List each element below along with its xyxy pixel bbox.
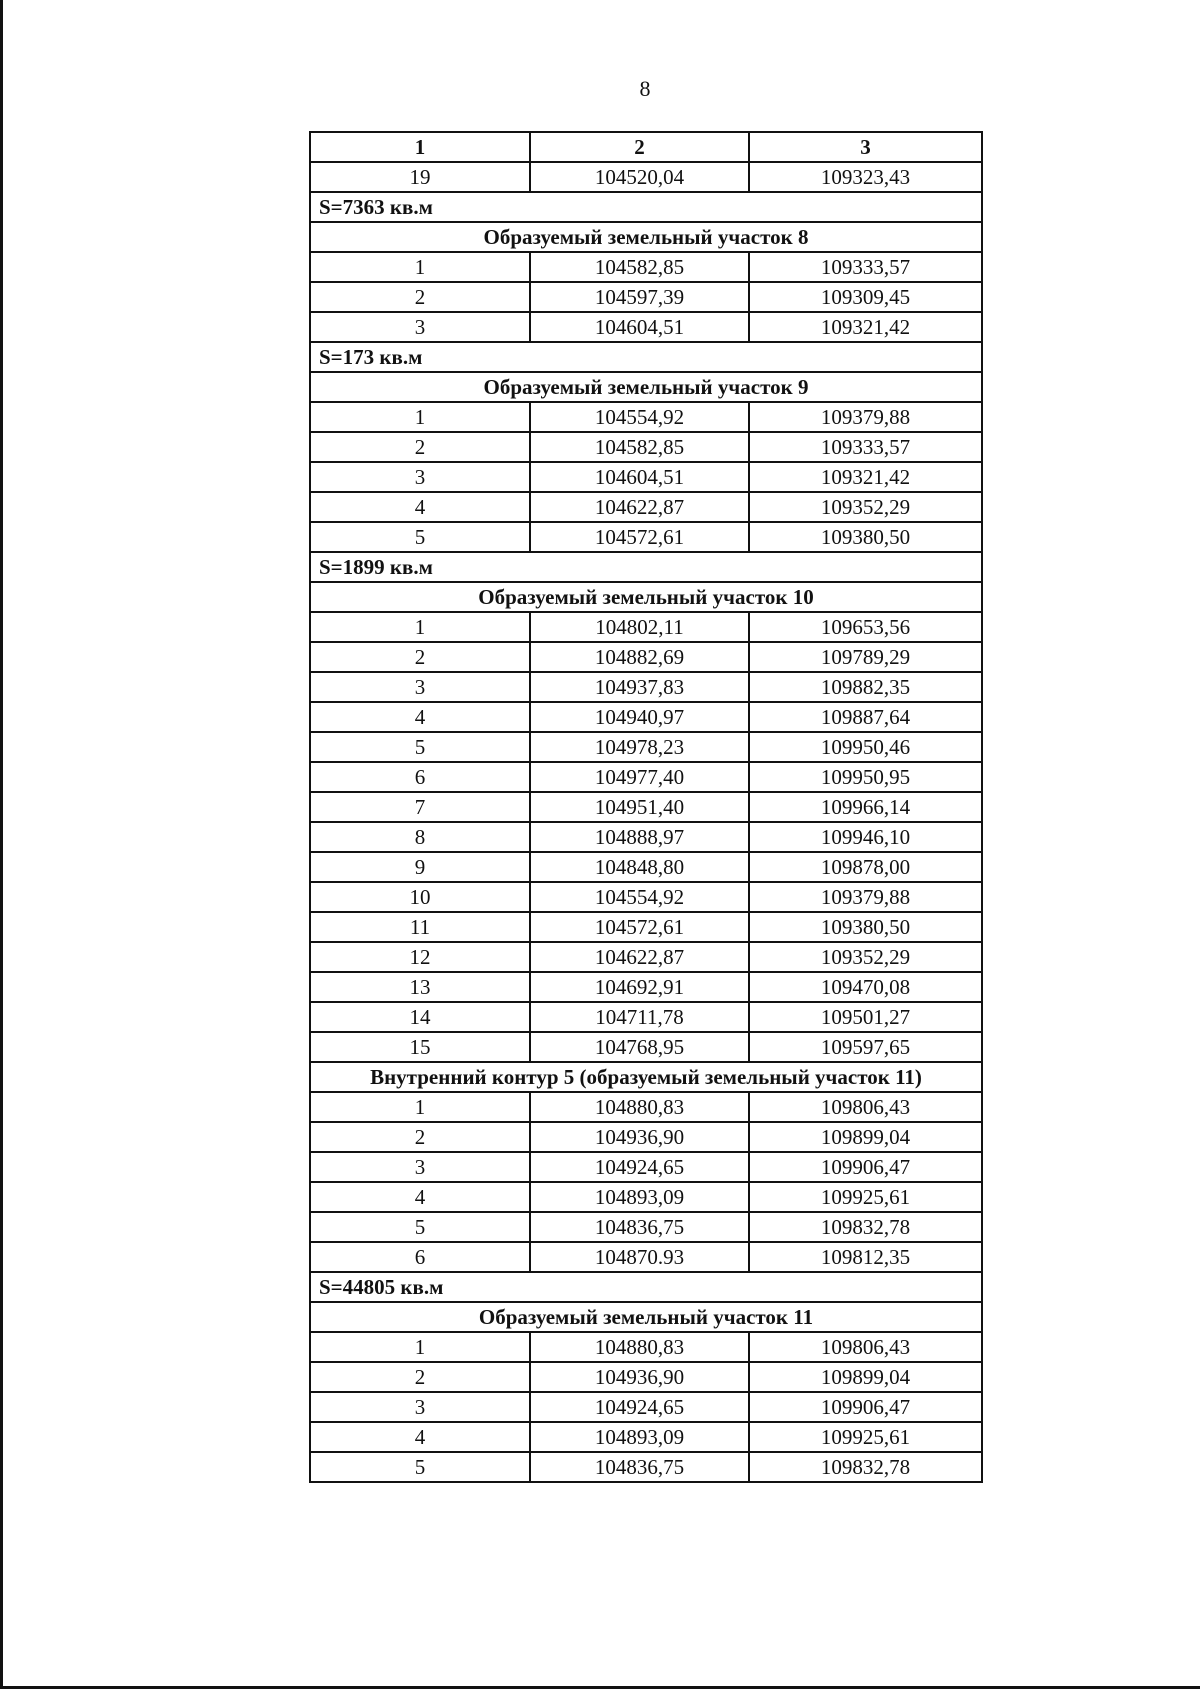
parcel-title-row bbox=[310, 372, 982, 402]
cell-point-number: 19 bbox=[310, 162, 530, 192]
cell-x-coordinate: 104888,97 bbox=[530, 822, 749, 852]
cell-x-coordinate: 104554,92 bbox=[530, 402, 749, 432]
cell-x-coordinate: 104597,39 bbox=[530, 282, 749, 312]
area-value: S=1899 кв.м bbox=[310, 552, 982, 582]
parcel-title: Образуемый земельный участок 8 bbox=[310, 222, 982, 252]
cell-y-coordinate: 109887,64 bbox=[749, 702, 982, 732]
table-row bbox=[310, 1362, 982, 1392]
cell-x-coordinate: 104940,97 bbox=[530, 702, 749, 732]
table-row bbox=[310, 1182, 982, 1212]
cell-x-coordinate: 104836,75 bbox=[530, 1212, 749, 1242]
table-row bbox=[310, 1092, 982, 1122]
area-value: S=44805 кв.м bbox=[310, 1272, 982, 1302]
parcel-title: Образуемый земельный участок 10 bbox=[310, 582, 982, 612]
table-row bbox=[310, 1212, 982, 1242]
table-row bbox=[310, 252, 982, 282]
cell-x-coordinate: 104936,90 bbox=[530, 1122, 749, 1152]
cell-x-coordinate: 104711,78 bbox=[530, 1002, 749, 1032]
cell-point-number: 5 bbox=[310, 522, 530, 552]
cell-point-number: 8 bbox=[310, 822, 530, 852]
cell-point-number: 14 bbox=[310, 1002, 530, 1032]
table-row bbox=[310, 882, 982, 912]
cell-y-coordinate: 109899,04 bbox=[749, 1362, 982, 1392]
parcel-title: Образуемый земельный участок 11 bbox=[310, 1302, 982, 1332]
cell-y-coordinate: 109882,35 bbox=[749, 672, 982, 702]
cell-x-coordinate: 104924,65 bbox=[530, 1152, 749, 1182]
cell-y-coordinate: 109653,56 bbox=[749, 612, 982, 642]
area-value: S=7363 кв.м bbox=[310, 192, 982, 222]
cell-point-number: 6 bbox=[310, 1242, 530, 1272]
cell-point-number: 3 bbox=[310, 312, 530, 342]
cell-y-coordinate: 109333,57 bbox=[749, 432, 982, 462]
cell-y-coordinate: 109309,45 bbox=[749, 282, 982, 312]
cell-point-number: 5 bbox=[310, 1452, 530, 1482]
table-header-row bbox=[310, 132, 982, 162]
cell-x-coordinate: 104802,11 bbox=[530, 612, 749, 642]
cell-point-number: 4 bbox=[310, 1182, 530, 1212]
cell-x-coordinate: 104936,90 bbox=[530, 1362, 749, 1392]
table-row bbox=[310, 1422, 982, 1452]
table-row bbox=[310, 402, 982, 432]
cell-point-number: 3 bbox=[310, 672, 530, 702]
cell-point-number: 2 bbox=[310, 1122, 530, 1152]
cell-y-coordinate: 109906,47 bbox=[749, 1152, 982, 1182]
area-row bbox=[310, 1272, 982, 1302]
table-row bbox=[310, 972, 982, 1002]
table-row bbox=[310, 672, 982, 702]
cell-x-coordinate: 104880,83 bbox=[530, 1092, 749, 1122]
cell-y-coordinate: 109812,35 bbox=[749, 1242, 982, 1272]
cell-y-coordinate: 109878,00 bbox=[749, 852, 982, 882]
area-row bbox=[310, 192, 982, 222]
cell-x-coordinate: 104572,61 bbox=[530, 912, 749, 942]
cell-y-coordinate: 109380,50 bbox=[749, 912, 982, 942]
cell-y-coordinate: 109806,43 bbox=[749, 1332, 982, 1362]
cell-y-coordinate: 109925,61 bbox=[749, 1182, 982, 1212]
cell-x-coordinate: 104572,61 bbox=[530, 522, 749, 552]
table-row bbox=[310, 702, 982, 732]
area-row bbox=[310, 552, 982, 582]
cell-y-coordinate: 109352,29 bbox=[749, 492, 982, 522]
area-row bbox=[310, 342, 982, 372]
cell-point-number: 4 bbox=[310, 702, 530, 732]
cell-y-coordinate: 109966,14 bbox=[749, 792, 982, 822]
cell-x-coordinate: 104768,95 bbox=[530, 1032, 749, 1062]
cell-y-coordinate: 109380,50 bbox=[749, 522, 982, 552]
cell-x-coordinate: 104870.93 bbox=[530, 1242, 749, 1272]
cell-y-coordinate: 109906,47 bbox=[749, 1392, 982, 1422]
page-number: 8 bbox=[639, 76, 651, 101]
table-row bbox=[310, 1032, 982, 1062]
cell-point-number: 1 bbox=[310, 402, 530, 432]
cell-y-coordinate: 109950,46 bbox=[749, 732, 982, 762]
table-row bbox=[310, 1332, 982, 1362]
cell-x-coordinate: 104836,75 bbox=[530, 1452, 749, 1482]
header-cell-x: 2 bbox=[530, 132, 749, 162]
cell-y-coordinate: 109950,95 bbox=[749, 762, 982, 792]
cell-x-coordinate: 104937,83 bbox=[530, 672, 749, 702]
cell-y-coordinate: 109789,29 bbox=[749, 642, 982, 672]
table-row bbox=[310, 762, 982, 792]
table-row bbox=[310, 912, 982, 942]
parcel-title-row bbox=[310, 1302, 982, 1332]
header-cell-y: 3 bbox=[749, 132, 982, 162]
table-row bbox=[310, 1002, 982, 1032]
parcel-title-row bbox=[310, 222, 982, 252]
cell-point-number: 12 bbox=[310, 942, 530, 972]
table-row bbox=[310, 1122, 982, 1152]
cell-x-coordinate: 104520,04 bbox=[530, 162, 749, 192]
cell-x-coordinate: 104622,87 bbox=[530, 942, 749, 972]
cell-y-coordinate: 109470,08 bbox=[749, 972, 982, 1002]
cell-x-coordinate: 104978,23 bbox=[530, 732, 749, 762]
cell-point-number: 2 bbox=[310, 282, 530, 312]
cell-point-number: 7 bbox=[310, 792, 530, 822]
cell-point-number: 3 bbox=[310, 1152, 530, 1182]
cell-point-number: 4 bbox=[310, 492, 530, 522]
cell-x-coordinate: 104604,51 bbox=[530, 312, 749, 342]
table-row bbox=[310, 492, 982, 522]
cell-x-coordinate: 104924,65 bbox=[530, 1392, 749, 1422]
cell-x-coordinate: 104893,09 bbox=[530, 1422, 749, 1452]
cell-point-number: 5 bbox=[310, 732, 530, 762]
table-row bbox=[310, 942, 982, 972]
cell-y-coordinate: 109832,78 bbox=[749, 1452, 982, 1482]
table-row bbox=[310, 642, 982, 672]
cell-x-coordinate: 104554,92 bbox=[530, 882, 749, 912]
cell-y-coordinate: 109899,04 bbox=[749, 1122, 982, 1152]
parcel-title-row bbox=[310, 1062, 982, 1092]
table-row bbox=[310, 612, 982, 642]
cell-x-coordinate: 104882,69 bbox=[530, 642, 749, 672]
table-row bbox=[310, 462, 982, 492]
cell-x-coordinate: 104692,91 bbox=[530, 972, 749, 1002]
table-row bbox=[310, 312, 982, 342]
table-row bbox=[310, 522, 982, 552]
coordinates-table-body bbox=[310, 132, 982, 1482]
cell-y-coordinate: 109832,78 bbox=[749, 1212, 982, 1242]
table-row bbox=[310, 792, 982, 822]
cell-point-number: 11 bbox=[310, 912, 530, 942]
header-cell-point-number: 1 bbox=[310, 132, 530, 162]
table-row bbox=[310, 1452, 982, 1482]
cell-point-number: 10 bbox=[310, 882, 530, 912]
cell-y-coordinate: 109352,29 bbox=[749, 942, 982, 972]
table-row bbox=[310, 852, 982, 882]
cell-point-number: 3 bbox=[310, 1392, 530, 1422]
cell-point-number: 13 bbox=[310, 972, 530, 1002]
cell-x-coordinate: 104604,51 bbox=[530, 462, 749, 492]
cell-point-number: 6 bbox=[310, 762, 530, 792]
cell-y-coordinate: 109379,88 bbox=[749, 402, 982, 432]
table-row bbox=[310, 1242, 982, 1272]
cell-point-number: 9 bbox=[310, 852, 530, 882]
cell-y-coordinate: 109946,10 bbox=[749, 822, 982, 852]
table-row bbox=[310, 162, 982, 192]
cell-point-number: 2 bbox=[310, 1362, 530, 1392]
table-row bbox=[310, 822, 982, 852]
cell-point-number: 3 bbox=[310, 462, 530, 492]
cell-x-coordinate: 104622,87 bbox=[530, 492, 749, 522]
cell-x-coordinate: 104880,83 bbox=[530, 1332, 749, 1362]
cell-point-number: 5 bbox=[310, 1212, 530, 1242]
cell-point-number: 1 bbox=[310, 612, 530, 642]
parcel-title-row bbox=[310, 582, 982, 612]
cell-point-number: 15 bbox=[310, 1032, 530, 1062]
cell-point-number: 2 bbox=[310, 642, 530, 672]
cell-y-coordinate: 109501,27 bbox=[749, 1002, 982, 1032]
cell-y-coordinate: 109597,65 bbox=[749, 1032, 982, 1062]
cell-x-coordinate: 104848,80 bbox=[530, 852, 749, 882]
cell-point-number: 1 bbox=[310, 252, 530, 282]
cell-point-number: 4 bbox=[310, 1422, 530, 1452]
cell-point-number: 2 bbox=[310, 432, 530, 462]
parcel-title: Образуемый земельный участок 9 bbox=[310, 372, 982, 402]
scan-left-border bbox=[0, 0, 3, 1689]
cell-y-coordinate: 109321,42 bbox=[749, 462, 982, 492]
cell-y-coordinate: 109333,57 bbox=[749, 252, 982, 282]
area-value: S=173 кв.м bbox=[310, 342, 982, 372]
table-row bbox=[310, 732, 982, 762]
cell-x-coordinate: 104582,85 bbox=[530, 432, 749, 462]
cell-y-coordinate: 109806,43 bbox=[749, 1092, 982, 1122]
cell-x-coordinate: 104582,85 bbox=[530, 252, 749, 282]
table-row bbox=[310, 1152, 982, 1182]
cell-y-coordinate: 109323,43 bbox=[749, 162, 982, 192]
cell-y-coordinate: 109321,42 bbox=[749, 312, 982, 342]
parcel-title: Внутренний контур 5 (образуемый земельный участок 11) bbox=[310, 1062, 982, 1092]
cell-y-coordinate: 109925,61 bbox=[749, 1422, 982, 1452]
table-row bbox=[310, 432, 982, 462]
cell-x-coordinate: 104893,09 bbox=[530, 1182, 749, 1212]
cell-point-number: 1 bbox=[310, 1332, 530, 1362]
coordinates-table bbox=[309, 131, 983, 1483]
cell-point-number: 1 bbox=[310, 1092, 530, 1122]
cell-y-coordinate: 109379,88 bbox=[749, 882, 982, 912]
cell-x-coordinate: 104951,40 bbox=[530, 792, 749, 822]
table-row bbox=[310, 1392, 982, 1422]
cell-x-coordinate: 104977,40 bbox=[530, 762, 749, 792]
table-row bbox=[310, 282, 982, 312]
